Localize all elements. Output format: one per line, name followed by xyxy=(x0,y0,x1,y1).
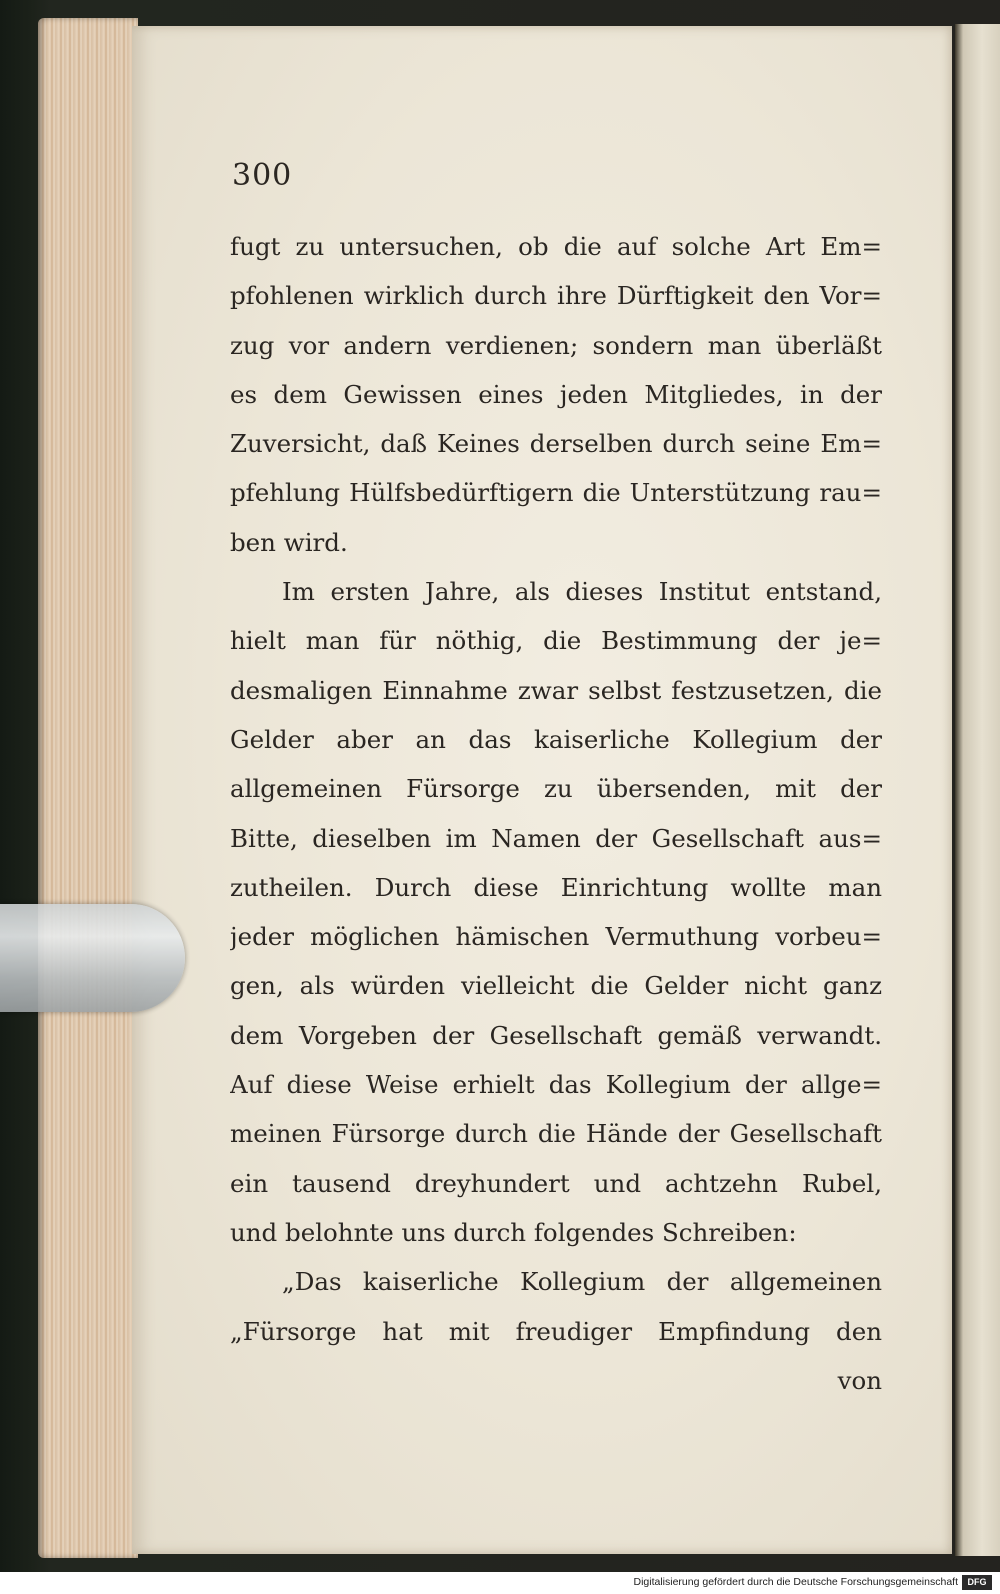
text-line: und belohnte uns durch folgendes Schreiben: xyxy=(230,1217,797,1247)
text-line: hielt man für nöthig, die Bestimmung der je= xyxy=(230,626,882,656)
page-number: 300 xyxy=(232,158,293,193)
text-line: allgemeinen Fürsorge zu übersenden, mit der xyxy=(230,774,882,804)
text-line: desmaligen Einnahme zwar selbst festzusetzen, die xyxy=(230,675,882,705)
text-line: pfohlenen wirklich durch ihre Dürftigkeit den Vor= xyxy=(230,281,882,311)
text-line: Bitte, dieselben im Namen der Gesellschaft aus= xyxy=(230,823,882,853)
text-line: zutheilen. Durch diese Einrichtung wollte man xyxy=(230,872,882,902)
funding-credit: Digitalisierung gefördert durch die Deutsche Forschungsgemeinschaft xyxy=(633,1576,958,1588)
text-line: „Fürsorge hat mit freudiger Empfindung den xyxy=(230,1316,882,1346)
catchword: von xyxy=(837,1365,882,1395)
text-line: Gelder aber an das kaiserliche Kollegium der xyxy=(230,724,882,754)
page-holder-clip xyxy=(0,904,185,1012)
text-line: dem Vorgeben der Gesellschaft gemäß verwandt. xyxy=(230,1020,882,1050)
text-line: ben wird. xyxy=(230,527,348,557)
text-line: zug vor andern verdienen; sondern man überläßt xyxy=(230,330,882,360)
text-line: es dem Gewissen eines jeden Mitgliedes, in der xyxy=(230,379,882,409)
text-line: Zuversicht, daß Keines derselben durch seine Em= xyxy=(230,429,882,459)
footer-bar xyxy=(0,1572,1000,1594)
text-line: Im ersten Jahre, als dieses Institut entstand, xyxy=(282,577,882,607)
text-line: pfehlung Hülfsbedürftigern die Unterstützung rau= xyxy=(230,478,882,508)
text-line: gen, als würden vielleicht die Gelder nicht ganz xyxy=(230,971,882,1001)
text-line: meinen Fürsorge durch die Hände der Gesellschaft xyxy=(230,1119,882,1149)
text-line: jeder möglichen hämischen Vermuthung vorbeu= xyxy=(230,922,882,952)
text-line: fugt zu untersuchen, ob die auf solche Art Em= xyxy=(230,232,882,261)
text-line: Auf diese Weise erhielt das Kollegium der allge= xyxy=(230,1070,882,1100)
dfg-logo: DFG xyxy=(962,1575,992,1590)
body-text xyxy=(230,222,882,1405)
text-line: „Das kaiserliche Kollegium der allgemeinen xyxy=(282,1267,882,1297)
text-line: ein tausend dreyhundert und achtzehn Rubel, xyxy=(230,1168,882,1198)
facing-page-edge xyxy=(955,24,1000,1556)
page-stack-edge xyxy=(38,18,138,1558)
